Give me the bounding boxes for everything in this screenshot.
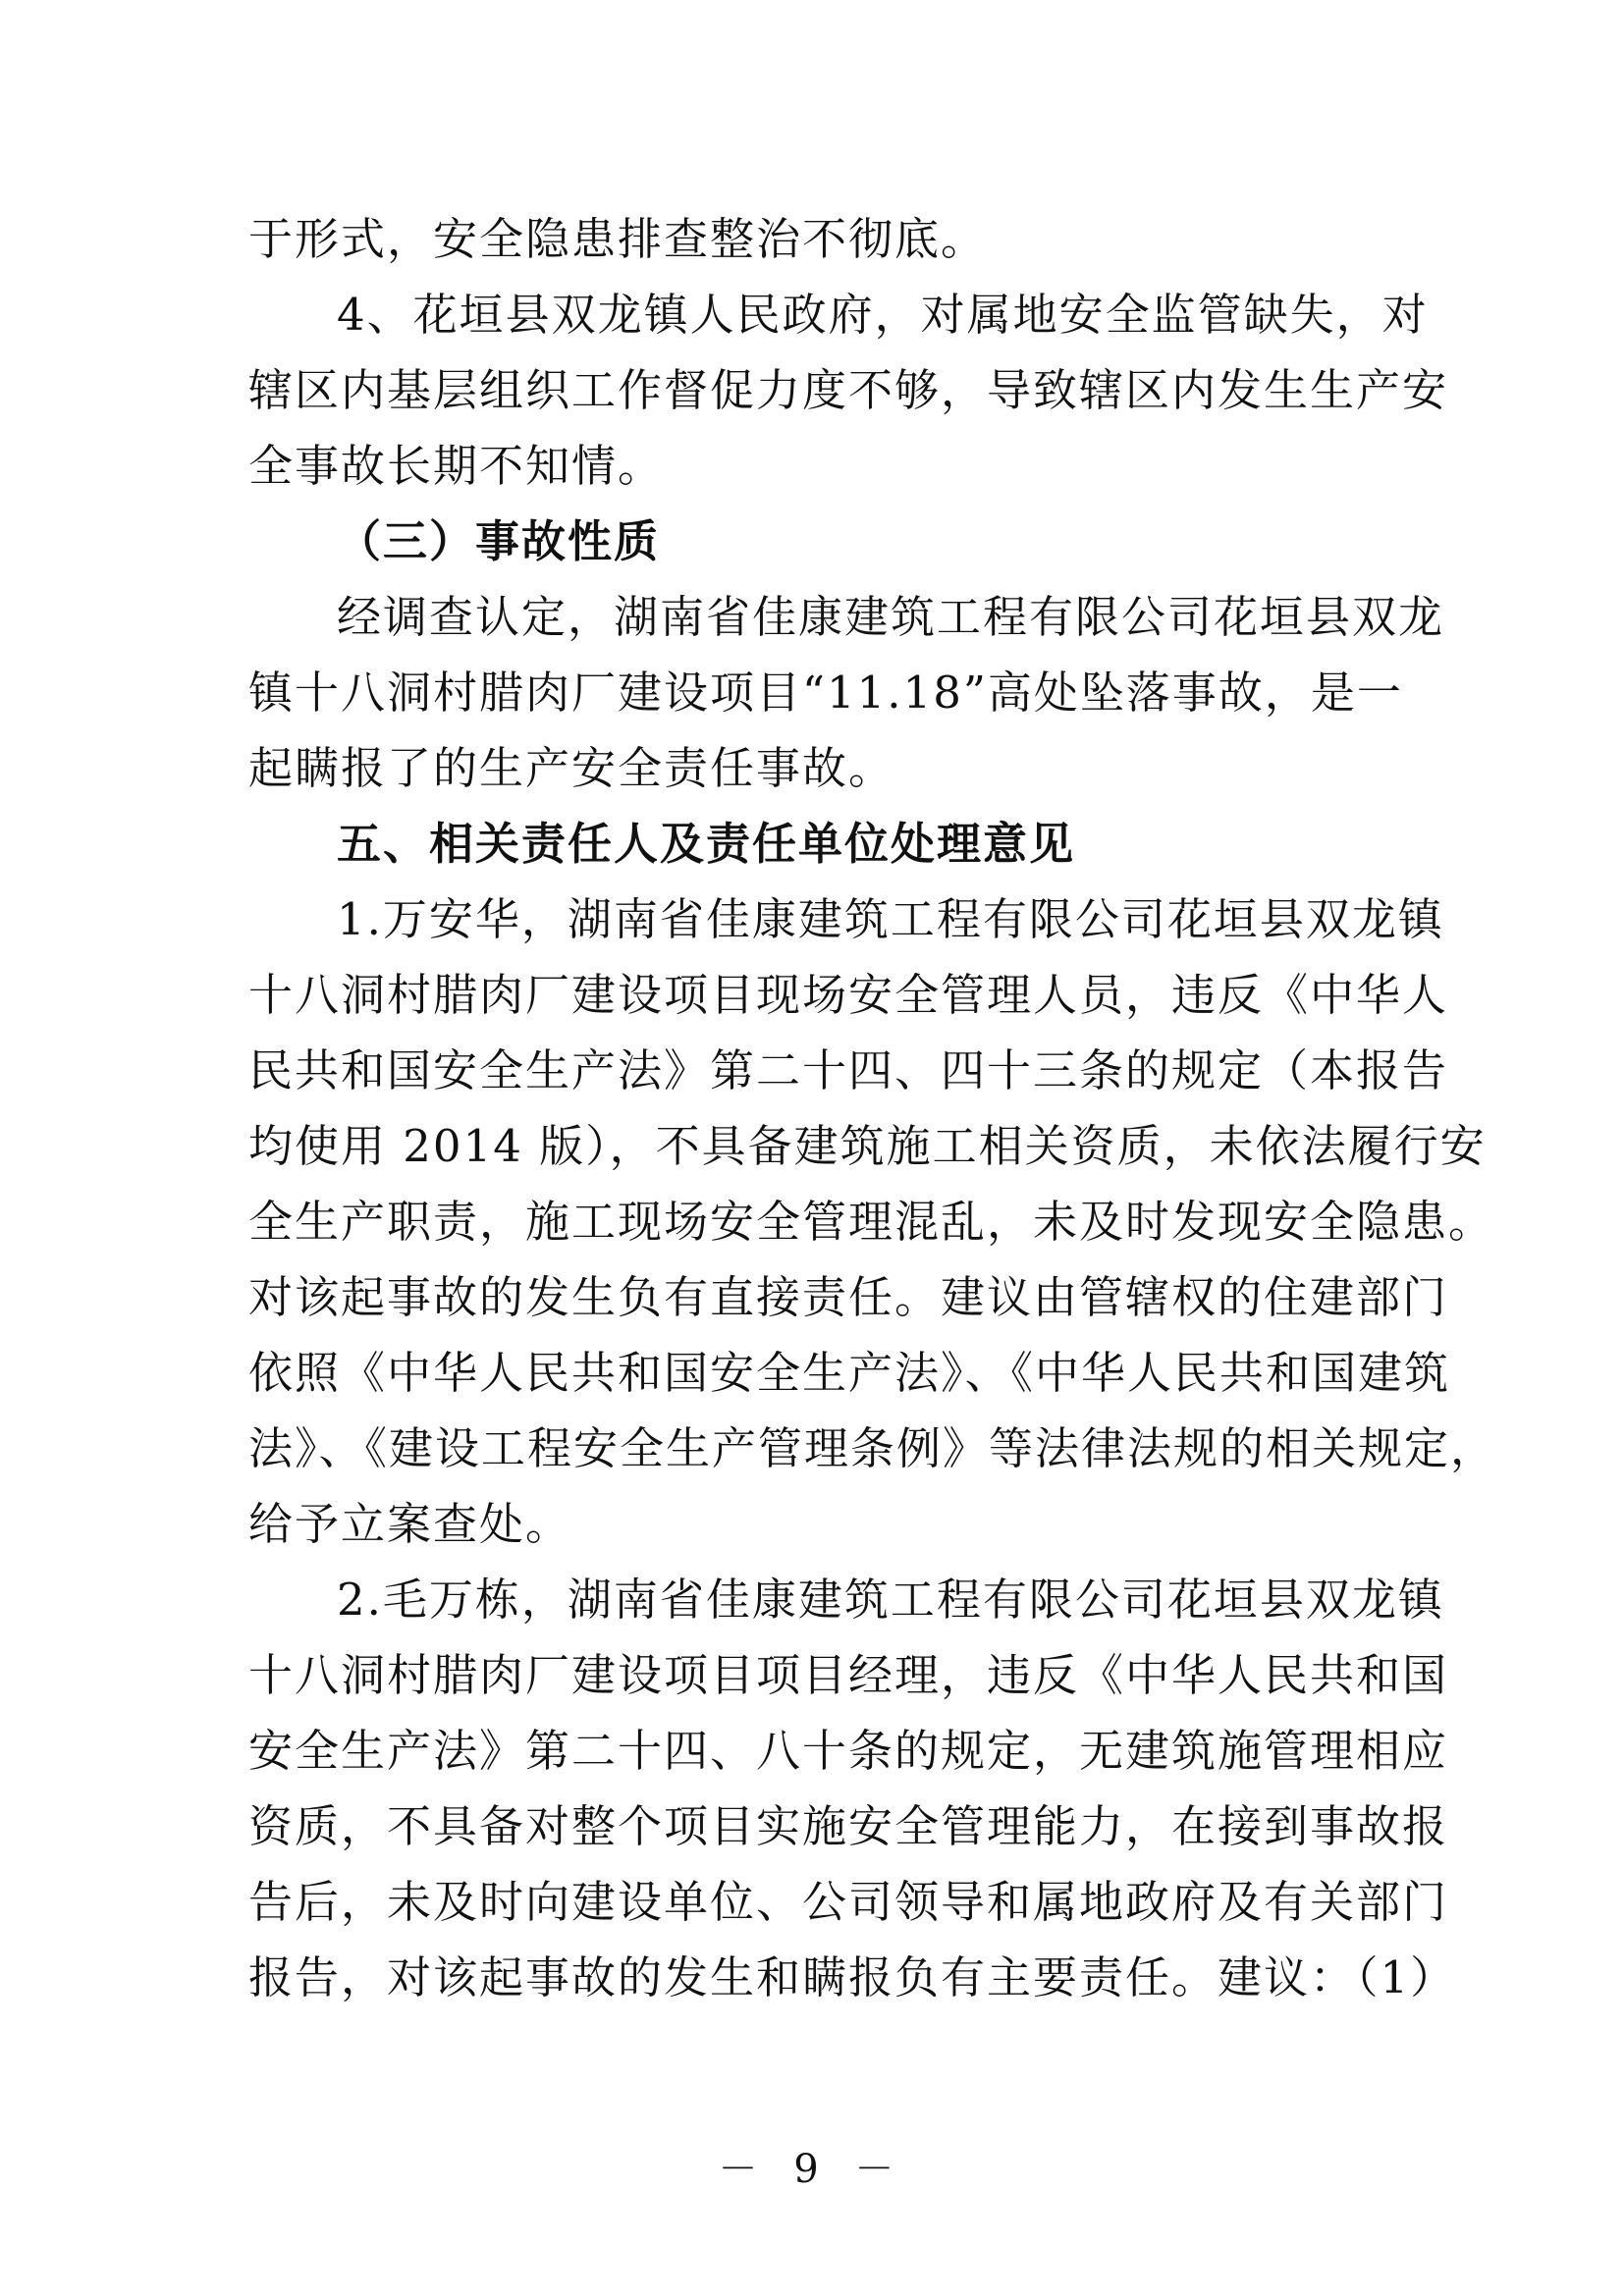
paragraph-line: 1.万安华，湖南省佳康建筑工程有限公司花垣县双龙镇: [337, 893, 1444, 945]
paragraph-line: 给予立案查处。: [248, 1498, 572, 1550]
paragraph-line: 4、花垣县双龙镇人民政府，对属地安全监管缺失，对: [337, 289, 1429, 341]
section-heading: 五、相关责任人及责任单位处理意见: [337, 818, 1076, 870]
paragraph-line: 资质，不具备对整个项目实施安全管理能力，在接到事故报: [248, 1800, 1449, 1852]
paragraph-line: 经调查认定，湖南省佳康建筑工程有限公司花垣县双龙: [337, 591, 1445, 643]
paragraph-line: 全事故长期不知情。: [248, 440, 665, 492]
subsection-heading: （三）事故性质: [337, 515, 661, 567]
paragraph-line: 2.毛万栋，湖南省佳康建筑工程有限公司花垣县双龙镇: [337, 1574, 1444, 1626]
paragraph-line: 全生产职责，施工现场安全管理混乱，未及时发现安全隐患。: [248, 1196, 1495, 1248]
paragraph-line: 民共和国安全生产法》第二十四、四十三条的规定（本报告: [248, 1044, 1449, 1096]
paragraph-line: 起瞒报了的生产安全责任事故。: [248, 742, 895, 794]
paragraph-line: 告后，未及时向建设单位、公司领导和属地政府及有关部门: [248, 1876, 1449, 1928]
paragraph-line: 依照《中华人民共和国安全生产法》、《中华人民共和国建筑: [248, 1347, 1451, 1399]
paragraph-line: 安全生产法》第二十四、八十条的规定，无建筑施管理相应: [248, 1725, 1449, 1777]
paragraph-line: 镇十八洞村腊肉厂建设项目“11.18”高处坠落事故，是一: [248, 667, 1403, 719]
page-number: － 9 －: [718, 2147, 906, 2192]
paragraph-line: 十八洞村腊肉厂建设项目现场安全管理人员，违反《中华人: [248, 969, 1449, 1021]
paragraph-line: 辖区内基层组织工作督促力度不够，导致辖区内发生生产安: [248, 364, 1449, 416]
paragraph-line: 均使用 2014 版），不具备建筑施工相关资质，未依法履行安: [248, 1120, 1487, 1172]
paragraph-line: 报告，对该起事故的发生和瞒报负有主要责任。建议：（1）: [248, 1951, 1457, 2003]
paragraph-line: 于形式，安全隐患排查整治不彻底。: [248, 213, 988, 265]
paragraph-line: 法》、《建设工程安全生产管理条例》等法律法规的相关规定，: [248, 1422, 1497, 1474]
paragraph-line: 对该起事故的发生负有直接责任。建议由管辖权的住建部门: [248, 1271, 1449, 1323]
paragraph-line: 十八洞村腊肉厂建设项目项目经理，违反《中华人民共和国: [248, 1649, 1449, 1701]
